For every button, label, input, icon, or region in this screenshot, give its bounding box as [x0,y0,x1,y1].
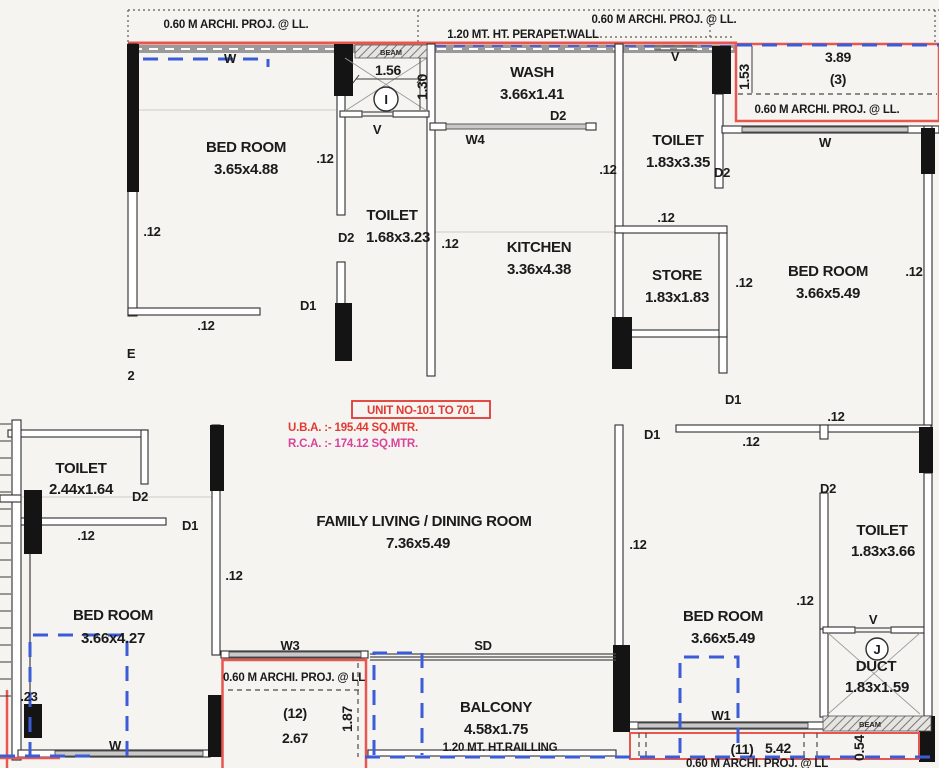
room-dims-toilet-br: 1.83x3.66 [850,543,916,560]
room-label-store: STORE [652,267,702,284]
shaft-j-letter: J [873,642,881,657]
room-dims-family: 7.36x5.49 [385,535,451,552]
door-d2-toilet-tr: D2 [713,165,731,180]
edge-letter-2: 2 [127,368,135,383]
dim-wall-12-a: .12 [143,224,161,239]
door-d2-wash: D2 [549,108,567,123]
sliding-door-sd: SD [474,638,492,653]
dim-1-87: 1.87 [339,705,355,733]
dim-wall-12-k: .12 [77,528,95,543]
door-d1-store: D1 [724,392,742,407]
room-label-bedroom-br: BED ROOM [682,608,764,625]
unit-number: UNIT NO-101 TO 701 [366,405,476,417]
window-w-bedroom-bl: W [109,738,121,753]
dim-wall-12-g: .12 [735,275,753,290]
dim-wall-12-e: .12 [599,162,617,177]
room-label-kitchen: KITCHEN [506,239,572,256]
room-dims-balcony: 4.58x1.75 [463,721,529,738]
door-d2-toilet-left: D2 [131,489,149,504]
dim-wall-12-b: .12 [197,318,215,333]
shaft-i-letter: I [384,92,388,107]
door-d1-toilet-left: D1 [181,518,199,533]
vent-v-shaft: V [372,122,382,137]
room-dims-bedroom-tr: 3.66x5.49 [795,285,861,302]
room-dims-bedroom-bl: 3.66x4.27 [80,630,146,647]
vent-v-toilet-tr: V [670,49,680,64]
stair-ticks [0,424,11,696]
note-archi-proj-bottom: 0.60 M ARCHI. PROJ. @ LL [685,758,829,768]
door-d1-bedroom-br: D1 [643,427,661,442]
dim-2-67: 2.67 [281,730,309,746]
room-label-balcony: BALCONY [459,699,533,716]
room-dims-toilet-tr: 1.83x3.35 [645,154,711,171]
dim-5-42: 5.42 [764,740,792,756]
vent-v-duct: V [868,612,878,627]
dim-1-30: 1.30 [414,73,430,101]
dim-wall-12-j: .12 [742,434,760,449]
note-railing: 1.20 MT. HT.RAILLING [442,742,558,754]
window-w-bedroom-tl: W [224,51,236,66]
room-label-wash: WASH [510,64,554,81]
edge-letter-e: E [126,346,136,361]
grid-ref-3: (3) [829,71,847,87]
window-w3: W3 [280,638,300,653]
room-label-toilet-tc: TOILET [366,207,418,224]
walls [0,44,939,760]
room-dims-toilet-tc: 1.68x3.23 [365,229,431,246]
note-parapet-wall: 1.20 MT. HT. PERAPET.WALL [447,29,599,41]
dim-wall-12-i: .12 [827,409,845,424]
rca-area: R.C.A. :- 174.12 SQ.MTR. [287,438,419,450]
dim-wall-12-l: .12 [225,568,243,583]
shaft-marks [374,87,888,660]
window-w4: W4 [465,132,485,147]
room-dims-duct: 1.83x1.59 [844,679,910,696]
dim-wall-12-f: .12 [657,210,675,225]
dim-wall-12-m: .12 [629,537,647,552]
room-dims-bedroom-br: 3.66x5.49 [690,630,756,647]
grid-ref-11: (11) [730,741,754,757]
room-label-bedroom-tl: BED ROOM [205,139,287,156]
dim-1-53: 1.53 [736,63,752,91]
dim-wall-23: .23 [20,689,38,704]
note-archi-proj-bl: 0.60 M ARCHI. PROJ. @ LL [222,672,366,684]
dim-wall-12-h: .12 [905,264,923,279]
dim-3-89: 3.89 [824,49,852,65]
room-dims-wash: 3.66x1.41 [499,86,565,103]
dim-wall-12-n: .12 [796,593,814,608]
door-d2-toilet-tc: D2 [337,230,355,245]
note-archi-proj-terrace: 0.60 M ARCHI. PROJ. @ LL. [754,104,900,116]
window-w1: W1 [711,708,731,723]
room-label-family: FAMILY LIVING / DINING ROOM [316,513,532,530]
room-label-toilet-tr: TOILET [652,132,704,149]
window-w-bedroom-tr: W [819,135,831,150]
door-d1-toilet-tc: D1 [299,298,317,313]
room-label-duct: DUCT [855,658,897,675]
dim-1-56: 1.56 [374,62,402,78]
room-dims-kitchen: 3.36x4.38 [506,261,572,278]
room-label-toilet-left: TOILET [55,460,107,477]
room-label-toilet-br: TOILET [856,522,908,539]
dim-wall-12-d: .12 [441,236,459,251]
room-dims-store: 1.83x1.83 [644,289,710,306]
room-label-bedroom-bl: BED ROOM [72,607,154,624]
door-d2-toilet-br: D2 [819,481,837,496]
grid-ref-12: (12) [283,705,307,721]
room-label-bedroom-tr: BED ROOM [787,263,869,280]
room-dims-bedroom-tl: 3.65x4.88 [213,161,279,178]
dim-wall-12-c: .12 [316,151,334,166]
uba-area: U.B.A. :- 195.44 SQ.MTR. [287,422,419,434]
beam-label-duct: BEAM [858,720,882,729]
dim-0-54: 0.54 [851,734,867,762]
beam-label-top: BEAM [379,48,403,57]
note-archi-proj-top-left: 0.60 M ARCHI. PROJ. @ LL. [163,19,309,31]
note-archi-proj-top-right: 0.60 M ARCHI. PROJ. @ LL. [591,14,737,26]
room-dims-toilet-left: 2.44x1.64 [48,481,114,498]
